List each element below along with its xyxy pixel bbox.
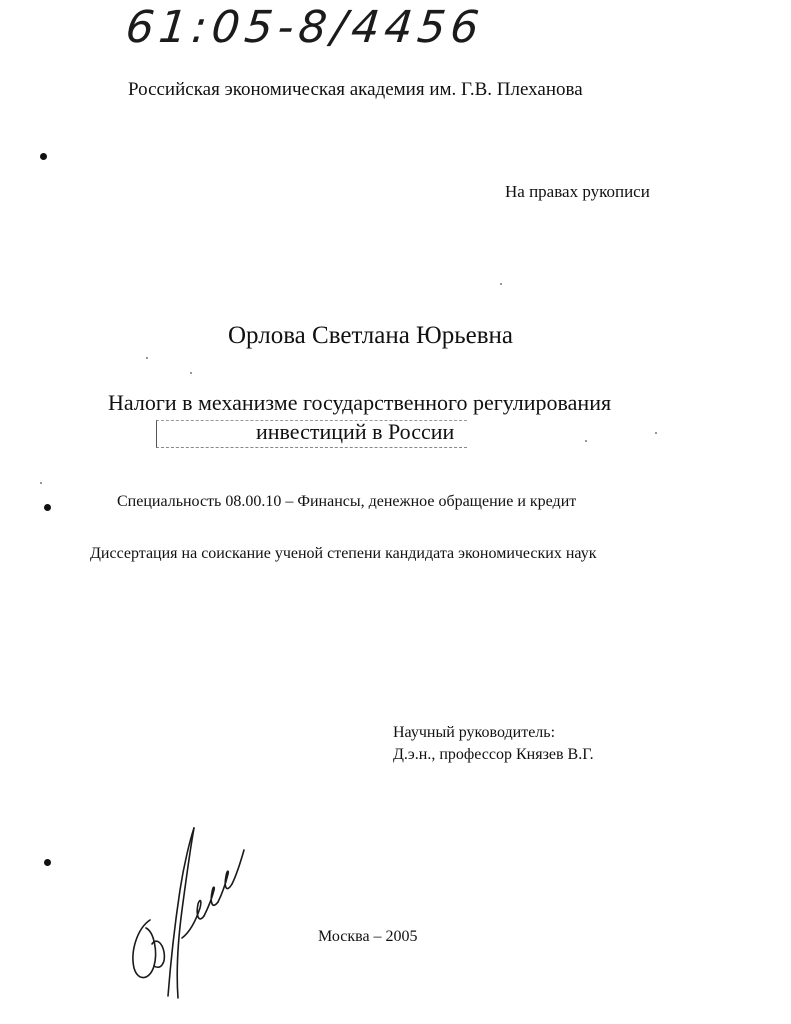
- degree-line: Диссертация на соискание ученой степени кандидата экономических наук: [90, 545, 597, 562]
- scan-speck: [585, 440, 587, 442]
- scan-speck: [146, 357, 148, 359]
- supervisor-label: Научный руководитель:: [393, 724, 556, 741]
- institution-name: Российская экономическая академия им. Г.В. Плеханова: [128, 79, 583, 100]
- author-name: Орлова Светлана Юрьевна: [228, 322, 514, 349]
- binding-dot-middle: [44, 504, 51, 511]
- catalog-number: 61:05-8/4456: [123, 2, 487, 53]
- dissertation-title-line-1: Налоги в механизме государственного регулирования: [108, 390, 612, 415]
- rights-note: На правах рукописи: [505, 182, 650, 201]
- dissertation-title-line-2: инвестиций в России: [256, 419, 455, 444]
- specialty-line: Специальность 08.00.10 – Финансы, денежное обращение и кредит: [117, 493, 577, 510]
- city-year: Москва – 2005: [318, 928, 418, 945]
- scan-speck: [500, 283, 502, 285]
- binding-dot-bottom: [44, 859, 51, 866]
- scan-speck: [190, 372, 192, 374]
- scan-speck: [655, 432, 657, 434]
- binding-dot-top: [40, 153, 47, 160]
- signature-icon: [120, 820, 260, 1010]
- supervisor-name: Д.э.н., профессор Князев В.Г.: [393, 746, 594, 763]
- scan-speck: [40, 482, 42, 484]
